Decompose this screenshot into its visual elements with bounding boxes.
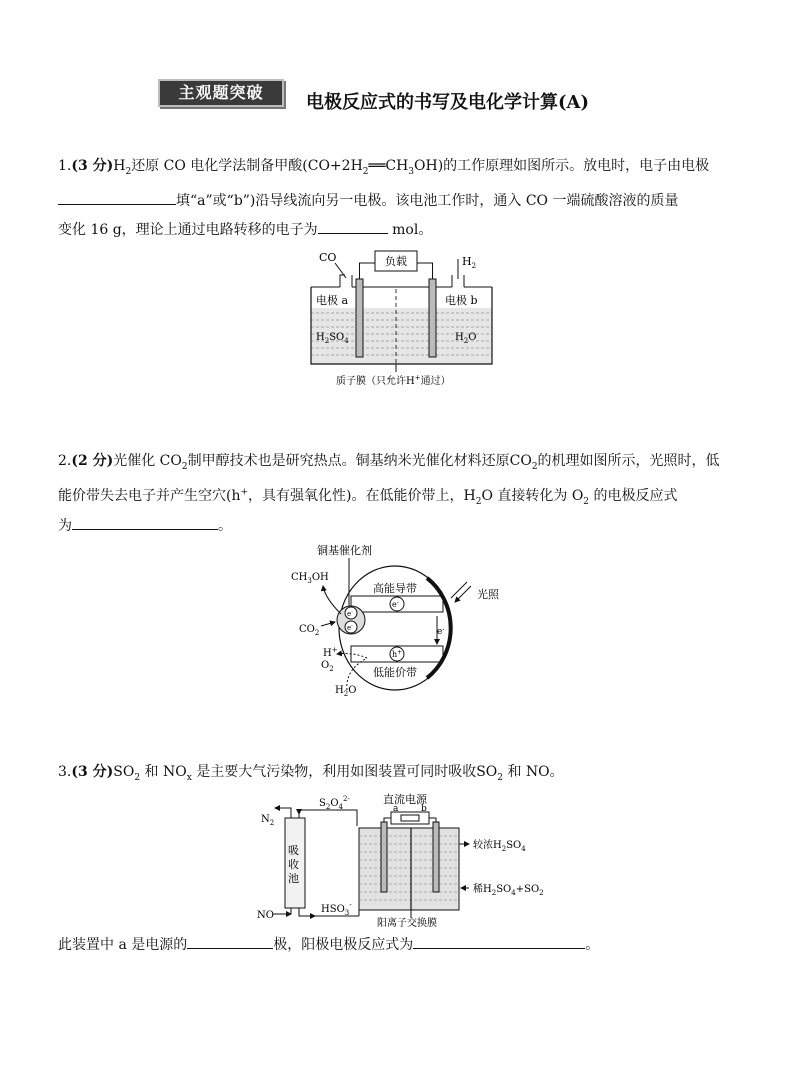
ch3oh-label: $CH_3OH$ xyxy=(291,572,329,585)
q1-line1: 1.(3 分)$H_2$还原 CO 电化学法制备甲酸$(CO+2H_2══CH_3OH)$的工作原理如图所示。放电时，电子由电极 xyxy=(58,158,710,177)
n2-label: $N_2$ xyxy=(261,814,275,827)
q1-line3: 变化 16 g，理论上通过电路转移的电子为 mol。 xyxy=(58,219,432,240)
absorber-char-1: 吸 xyxy=(288,844,299,857)
q1-electrolysis-figure xyxy=(300,245,500,390)
hole: h+ xyxy=(392,649,403,659)
h-plus-label: H+ xyxy=(323,646,338,659)
conc-h2so4-label: 较浓$H_2SO_4$ xyxy=(473,840,526,853)
high-band-label: 高能导带 xyxy=(373,582,417,595)
q3-number: 3. xyxy=(58,764,72,780)
light-label: 光照 xyxy=(477,588,499,601)
right-electrode xyxy=(433,822,439,892)
no-label: NO xyxy=(257,910,274,921)
q2-photocatalysis-figure xyxy=(285,540,525,700)
h2-label: $H_2$ xyxy=(462,255,477,270)
q3-answer-blank-1[interactable] xyxy=(187,934,273,949)
q1-number: 1. xyxy=(58,158,72,174)
terminal-b: b xyxy=(421,804,427,814)
q3-line2: 此装置中 a 是电源的 极，阳极电极反应式为 。 xyxy=(58,934,599,955)
q3-absorption-figure xyxy=(255,792,555,927)
q2-line2: 能价带失去电子并产生空穴(h+，具有强氧化性)。在低能价带上，$H_2O$ 直接转化为 $O_2$ 的电极反应式 xyxy=(58,487,678,507)
electrode-a xyxy=(356,279,363,357)
h2o-label: $H_2O$ xyxy=(455,332,477,345)
section-badge: 主观题突破 xyxy=(158,79,284,107)
absorber-char-2: 收 xyxy=(288,858,299,871)
q3-score: (3 分) xyxy=(71,764,114,780)
electron-3: e- xyxy=(347,623,353,632)
electron-2: e- xyxy=(347,609,353,618)
q1-answer-blank-1[interactable] xyxy=(58,190,176,205)
q2-line3: 为 。 xyxy=(58,515,232,536)
h2o-label-2: $H_2O$ xyxy=(335,685,357,698)
s2o4-label: $S_2O_4^{2-}$ xyxy=(319,795,350,811)
electron-transfer: e- xyxy=(437,626,445,637)
q2-line1: 2.(2 分)光催化 $CO_2$制甲醇技术也是研究热点。铜基纳米光催化材料还原$CO_2$的机理如图所示，光照时，低 xyxy=(58,453,720,472)
left-electrode xyxy=(381,822,387,892)
dc-power-label: 直流电源 xyxy=(383,793,427,806)
co-label: CO xyxy=(319,251,337,264)
terminal-a: a xyxy=(393,804,399,814)
dilute-h2so4-label: 稀$H_2SO_4+SO_2$ xyxy=(473,884,544,897)
hso3-label: $HSO_3^-$ xyxy=(321,901,352,917)
low-band-label: 低能价带 xyxy=(373,666,417,679)
co2-label: $CO_2$ xyxy=(299,624,320,637)
page-title: 电极反应式的书写及电化学计算(A) xyxy=(306,92,589,113)
q3-answer-blank-2[interactable] xyxy=(413,934,585,949)
membrane-label-3: 阳离子交换膜 xyxy=(377,918,437,927)
q1-score: (3 分) xyxy=(71,158,114,174)
q2-score: (2 分) xyxy=(71,453,114,469)
q1-answer-blank-2[interactable] xyxy=(318,219,388,234)
q1-line2: 填“a”或“b”)沿导线流向另一电极。该电池工作时，通入 CO 一端硫酸溶液的质量 xyxy=(58,190,679,211)
electrode-a-label: 电极 a xyxy=(316,294,349,307)
q3-line1: 3.(3 分)$SO_2$ 和 $NO_x$ 是主要大气污染物，利用如图装置可同时吸收$SO_2$ 和 NO。 xyxy=(58,764,564,783)
q2-answer-blank[interactable] xyxy=(72,515,218,530)
membrane-label: 质子膜（只允许H+通过） xyxy=(336,374,451,387)
o2-label: $O_2$ xyxy=(321,660,334,673)
electrode-b-label: 电极 b xyxy=(445,294,478,307)
electron-1: e- xyxy=(392,599,399,609)
load-label: 负载 xyxy=(385,255,407,268)
catalyst-label: 铜基催化剂 xyxy=(317,544,372,557)
absorber-char-3: 池 xyxy=(288,872,299,885)
electrode-b xyxy=(429,279,436,357)
q2-number: 2. xyxy=(58,453,72,469)
h2so4-label: $H_2SO_4$ xyxy=(316,332,349,345)
